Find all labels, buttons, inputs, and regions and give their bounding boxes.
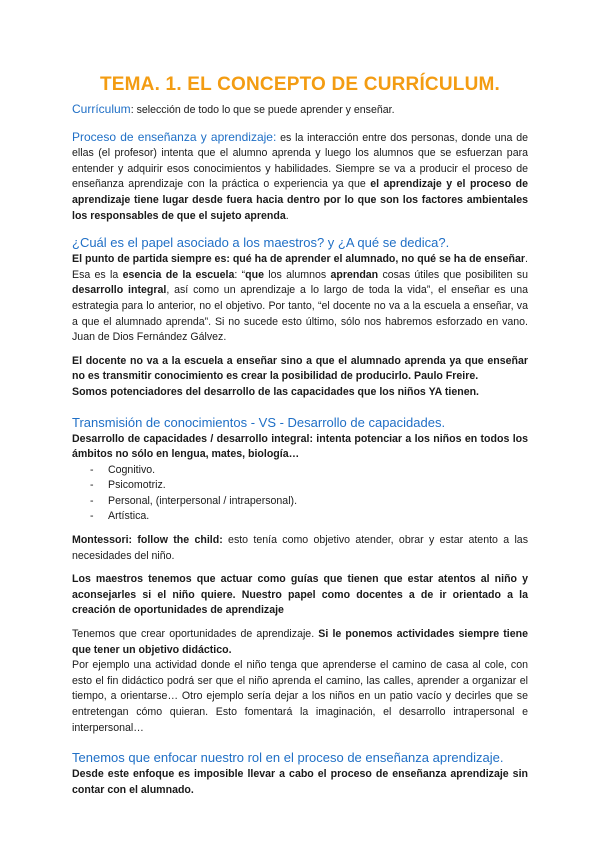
list-item: - Cognitivo.: [90, 463, 528, 479]
proceso-bold: el aprendizaje y el proceso de aprendizaje tiene lugar desde fuera hacia dentro por lo que son los factores ambientales los responsables de que el sujeto aprenda: [72, 178, 528, 222]
enfocar-text: Desde este enfoque es imposible llevar a cabo el proceso de enseñanza aprendizaje sin contar con el alumnado.: [72, 768, 528, 796]
oportunidades-text: Tenemos que crear oportunidades de aprendizaje.: [72, 628, 319, 641]
potenciadores-statement: Somos potenciadores del desarrollo de las capacidades que los niños YA tienen.: [72, 385, 480, 398]
list-item: - Psicomotriz.: [90, 478, 528, 494]
guides-paragraph: [72, 572, 528, 619]
papel-paragraph-1: [72, 252, 528, 346]
montessori-text: esto tenía como objetivo atender, obrar y estar atento a las necesidades del niño.: [72, 534, 528, 562]
curriculum-text: : selección de todo lo que se puede aprender y enseñar.: [130, 104, 395, 116]
papel-paragraph-3: [72, 385, 528, 401]
papel-text-4: cosas útiles que posibiliten su: [378, 268, 528, 281]
guides-text: Los maestros tenemos que actuar como guías que tienen que estar atentos al niño y aconsejarles si el niño quiere. Nuestro papel como docentes a de ir orientado a la creación de oportunidades de aprendizaje: [72, 573, 528, 617]
papel-bold-5: desarrollo integral: [72, 284, 167, 297]
enfocar-heading: Tenemos que enfocar nuestro rol en el proceso de enseñanza aprendizaje.: [72, 750, 504, 766]
proceso-term: Proceso de enseñanza y aprendizaje:: [72, 129, 277, 144]
papel-heading: ¿Cuál es el papel asociado a los maestros? y ¿A qué se dedica?.: [72, 235, 450, 251]
papel-paragraph-2: [72, 354, 528, 385]
page-title: TEMA. 1. EL CONCEPTO DE CURRÍCULUM.: [99, 74, 501, 95]
montessori-label: Montessori: follow the child:: [72, 534, 223, 547]
oportunidades-bold: Si le ponemos actividades siempre tiene que tener un objetivo didáctico.: [72, 628, 528, 656]
capacidades-list: [72, 463, 528, 525]
transmision-intro-text: Desarrollo de capacidades / desarrollo integral: intenta potenciar a los niños en todos los ámbitos no sólo en lengua, mates, biología…: [72, 432, 528, 461]
freire-quote: El docente no va a la escuela a enseñar sino a que el alumnado aprenda ya que enseñar no es transmitir conocimiento es crear la posibilidad de producirlo. Paulo Freire.: [72, 354, 528, 383]
montessori-paragraph: [72, 533, 528, 564]
papel-text-3: los alumnos: [264, 268, 331, 281]
oportunidades-paragraph: [72, 627, 528, 658]
list-item: - Artística.: [90, 509, 528, 525]
proceso-end: .: [285, 209, 289, 222]
papel-text-5: , así como un aprendizaje a lo largo de toda la vida”, el enseñar es una estrategia para lo anterior, no el objetivo. Por tanto, “el docente no va a la escuela a enseñar, va a que el alumnado aprenda”. Si no sucede esto último, sólo nos habremos esforzado en vano. Juan de Dios Fernández Gálvez.: [72, 284, 528, 344]
papel-bold-4: aprendan: [330, 268, 379, 281]
proceso-text: es la interacción entre dos personas, donde una de ellas (el profesor) intenta que el alumno aprenda y luego los alumnos que se esfuerzan para entender y adquirir esos conocimientos y habilidades. Siempre se va a producir el proceso de enseñanza aprendizaje con la práctica o experiencia ya que: [72, 131, 528, 191]
transmision-intro: [72, 432, 528, 463]
papel-bold-3: que: [245, 268, 264, 281]
proceso-paragraph: [72, 130, 528, 225]
papel-text-2: : “: [234, 268, 246, 281]
enfocar-paragraph: [72, 767, 528, 798]
list-item: - Personal, (interpersonal / intrapersonal).: [90, 494, 528, 510]
curriculum-definition: [72, 102, 528, 119]
papel-bold-1: El punto de partida siempre es: qué ha de aprender el alumnado, no qué se ha de enseñar: [72, 253, 526, 266]
curriculum-term: Currículum: [72, 102, 131, 116]
example-paragraph: Por ejemplo una actividad donde el niño tenga que aprenderse el camino de casa al cole, con esto el fin didáctico podrá ser que el niño aprenda el camino, las calles, aprender a organizar el tiempo, a orientarse… Otro ejemplo sería dejar a los niños en un patio vacío y decirles que se entretengan cómo quieran. Esto fomentará la imaginación, el desarrollo intrapersonal e interpersonal…: [72, 659, 528, 734]
papel-bold-2: esencia de la escuela: [122, 268, 235, 281]
transmision-heading: Transmisión de conocimientos - VS - Desarrollo de capacidades.: [72, 414, 446, 430]
papel-text-1: . Esa es la: [72, 253, 528, 281]
